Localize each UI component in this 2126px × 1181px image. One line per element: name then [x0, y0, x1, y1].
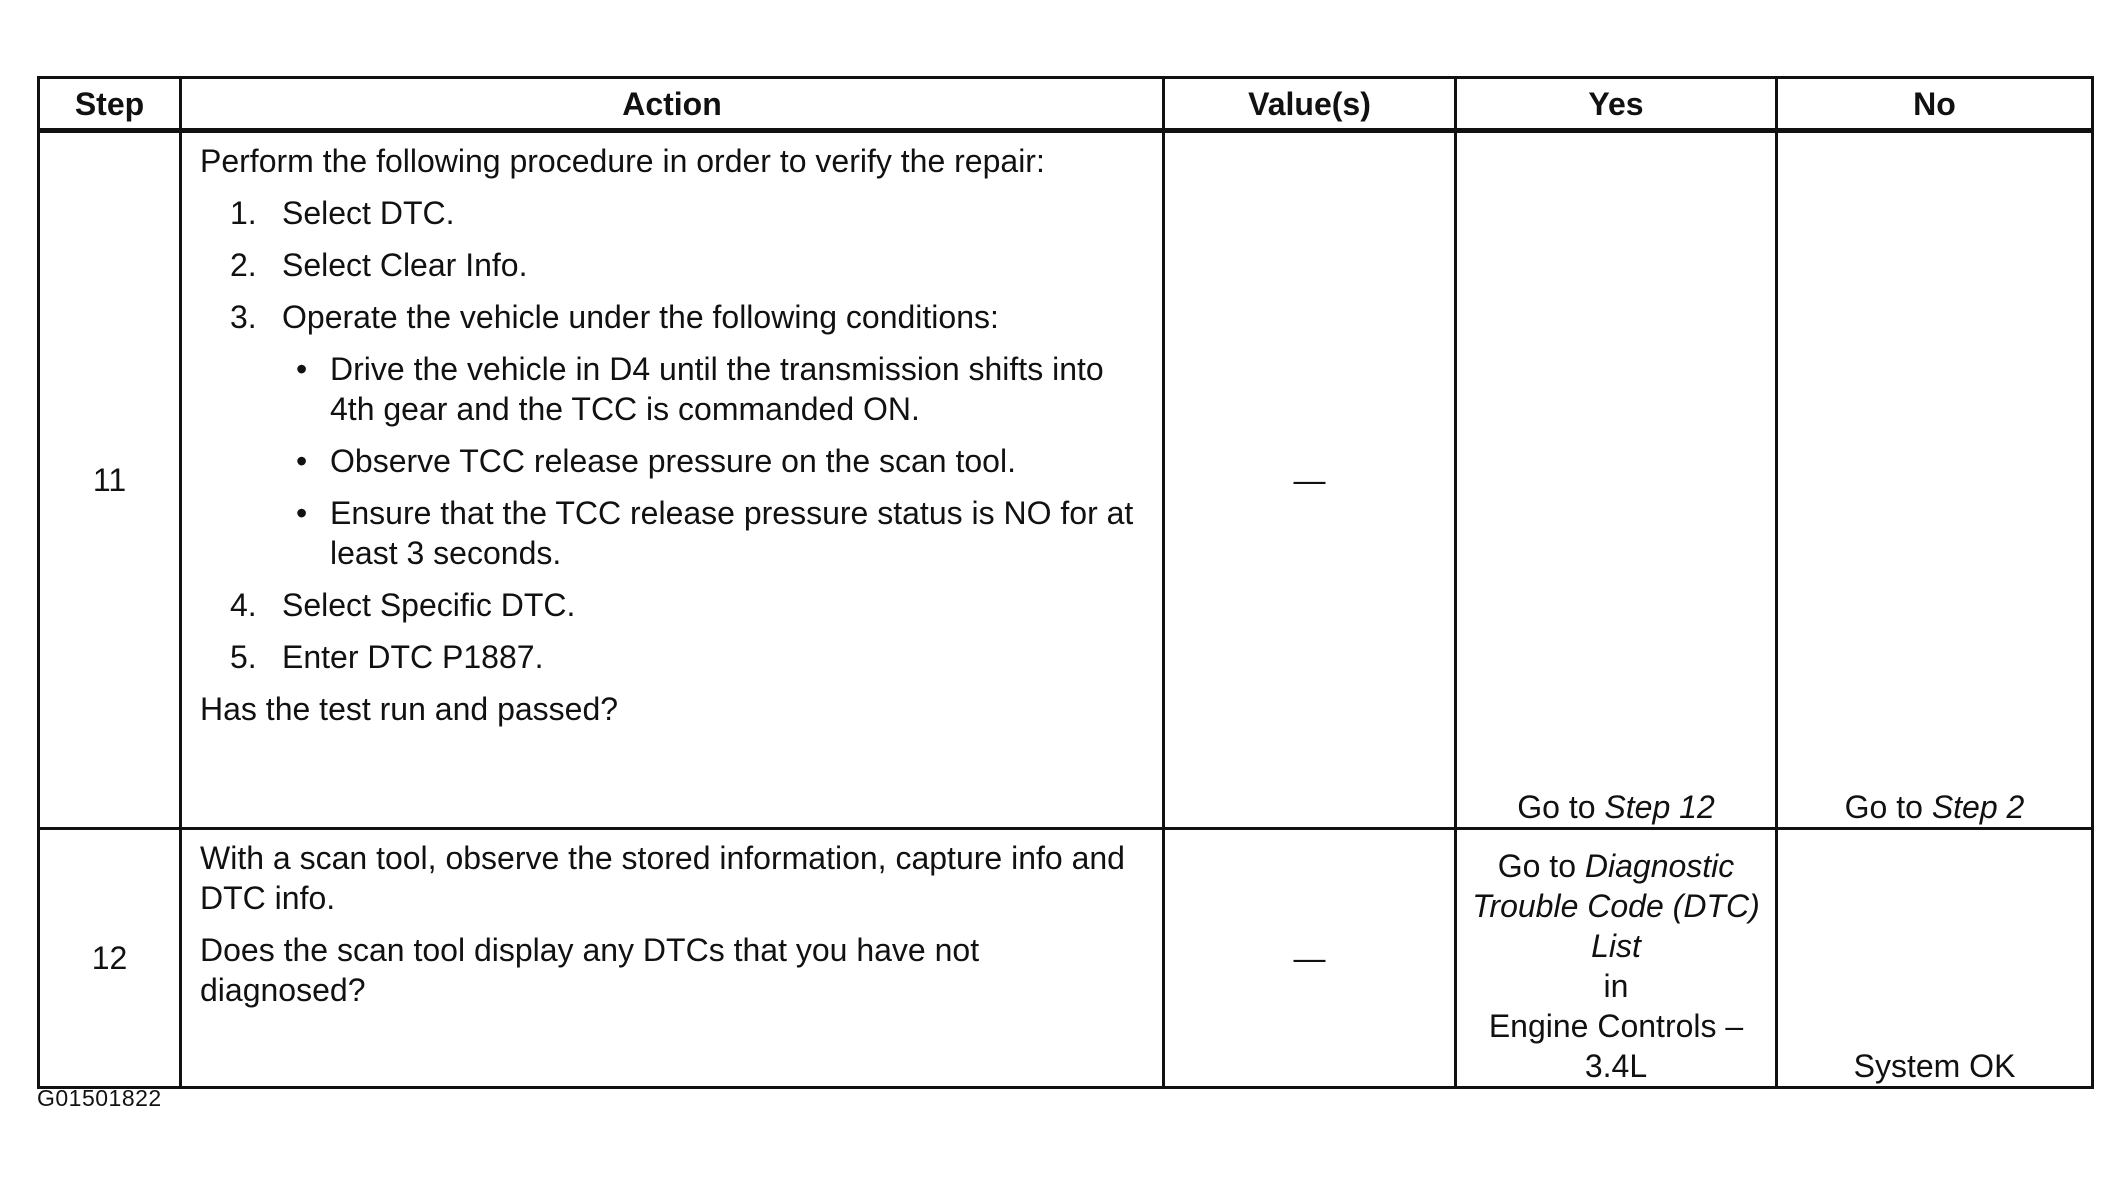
list-text: Select DTC. — [282, 195, 455, 231]
no-step-link[interactable]: Step 2 — [1931, 789, 2025, 825]
action-intro: Perform the following procedure in order to verify the repair: — [200, 143, 1045, 179]
no-prefix: Go to — [1844, 789, 1923, 825]
list-number: 4. — [230, 587, 257, 623]
figure-id: G01501822 — [37, 1085, 162, 1111]
bullet-icon: • — [296, 495, 308, 531]
yes-suffix-engine: Engine Controls – 3.4L — [1488, 1008, 1744, 1084]
header-row — [39, 78, 2093, 131]
yes-cell — [1456, 829, 1777, 1088]
table-row-step-11 — [39, 131, 2093, 829]
list-text: Select Clear Info. — [282, 247, 528, 283]
header-values: Value(s) — [1164, 78, 1456, 131]
bullet-item — [200, 493, 1148, 573]
yes-prefix: Go to — [1517, 789, 1596, 825]
header-yes: Yes — [1456, 78, 1777, 131]
yes-prefix: Go to — [1497, 848, 1576, 884]
diagnostic-table — [37, 76, 2094, 1089]
bullet-text: Drive the vehicle in D4 until the transmission shifts into 4th gear and the TCC is commanded ON. — [330, 351, 1104, 427]
bullet-item — [200, 349, 1148, 429]
list-text: Enter DTC P1887. — [282, 639, 544, 675]
list-number: 2. — [230, 247, 257, 283]
no-cell — [1777, 131, 2093, 829]
action-cell — [181, 131, 1164, 829]
action-intro: With a scan tool, observe the stored information, capture info and DTC info. — [200, 840, 1125, 916]
bullet-item — [200, 441, 1148, 481]
yes-suffix-in: in — [1603, 968, 1629, 1004]
yes-prefix-line — [1463, 846, 1769, 966]
header-step: Step — [39, 78, 181, 131]
bullet-icon: • — [296, 351, 308, 387]
list-text: Select Specific DTC. — [282, 587, 576, 623]
list-item — [200, 585, 1148, 625]
list-item — [200, 245, 1148, 285]
no-cell: System OK — [1777, 829, 2093, 1088]
list-number: 1. — [230, 195, 257, 231]
value-cell: — — [1164, 131, 1456, 829]
step-number: 12 — [39, 829, 181, 1088]
yes-cell — [1456, 131, 1777, 829]
action-cell — [181, 829, 1164, 1088]
yes-step-link[interactable]: Step 12 — [1604, 789, 1715, 825]
list-number: 5. — [230, 639, 257, 675]
bullet-icon: • — [296, 443, 308, 479]
list-item — [200, 637, 1148, 677]
header-no: No — [1777, 78, 2093, 131]
value-cell: — — [1164, 829, 1456, 1088]
yes-dtc-list-link[interactable]: Diagnostic Trouble Code (DTC) List — [1472, 848, 1760, 964]
list-item — [200, 297, 1148, 337]
action-question: Does the scan tool display any DTCs that you have not diagnosed? — [200, 932, 980, 1008]
action-question: Has the test run and passed? — [200, 691, 619, 727]
list-item — [200, 193, 1148, 233]
header-action: Action — [181, 78, 1164, 131]
bullet-text: Observe TCC release pressure on the scan tool. — [330, 443, 1016, 479]
table-row-step-12 — [39, 829, 2093, 1088]
list-text: Operate the vehicle under the following conditions: — [282, 299, 999, 335]
bullet-text: Ensure that the TCC release pressure status is NO for at least 3 seconds. — [330, 495, 1134, 571]
list-number: 3. — [230, 299, 257, 335]
step-number: 11 — [39, 131, 181, 829]
